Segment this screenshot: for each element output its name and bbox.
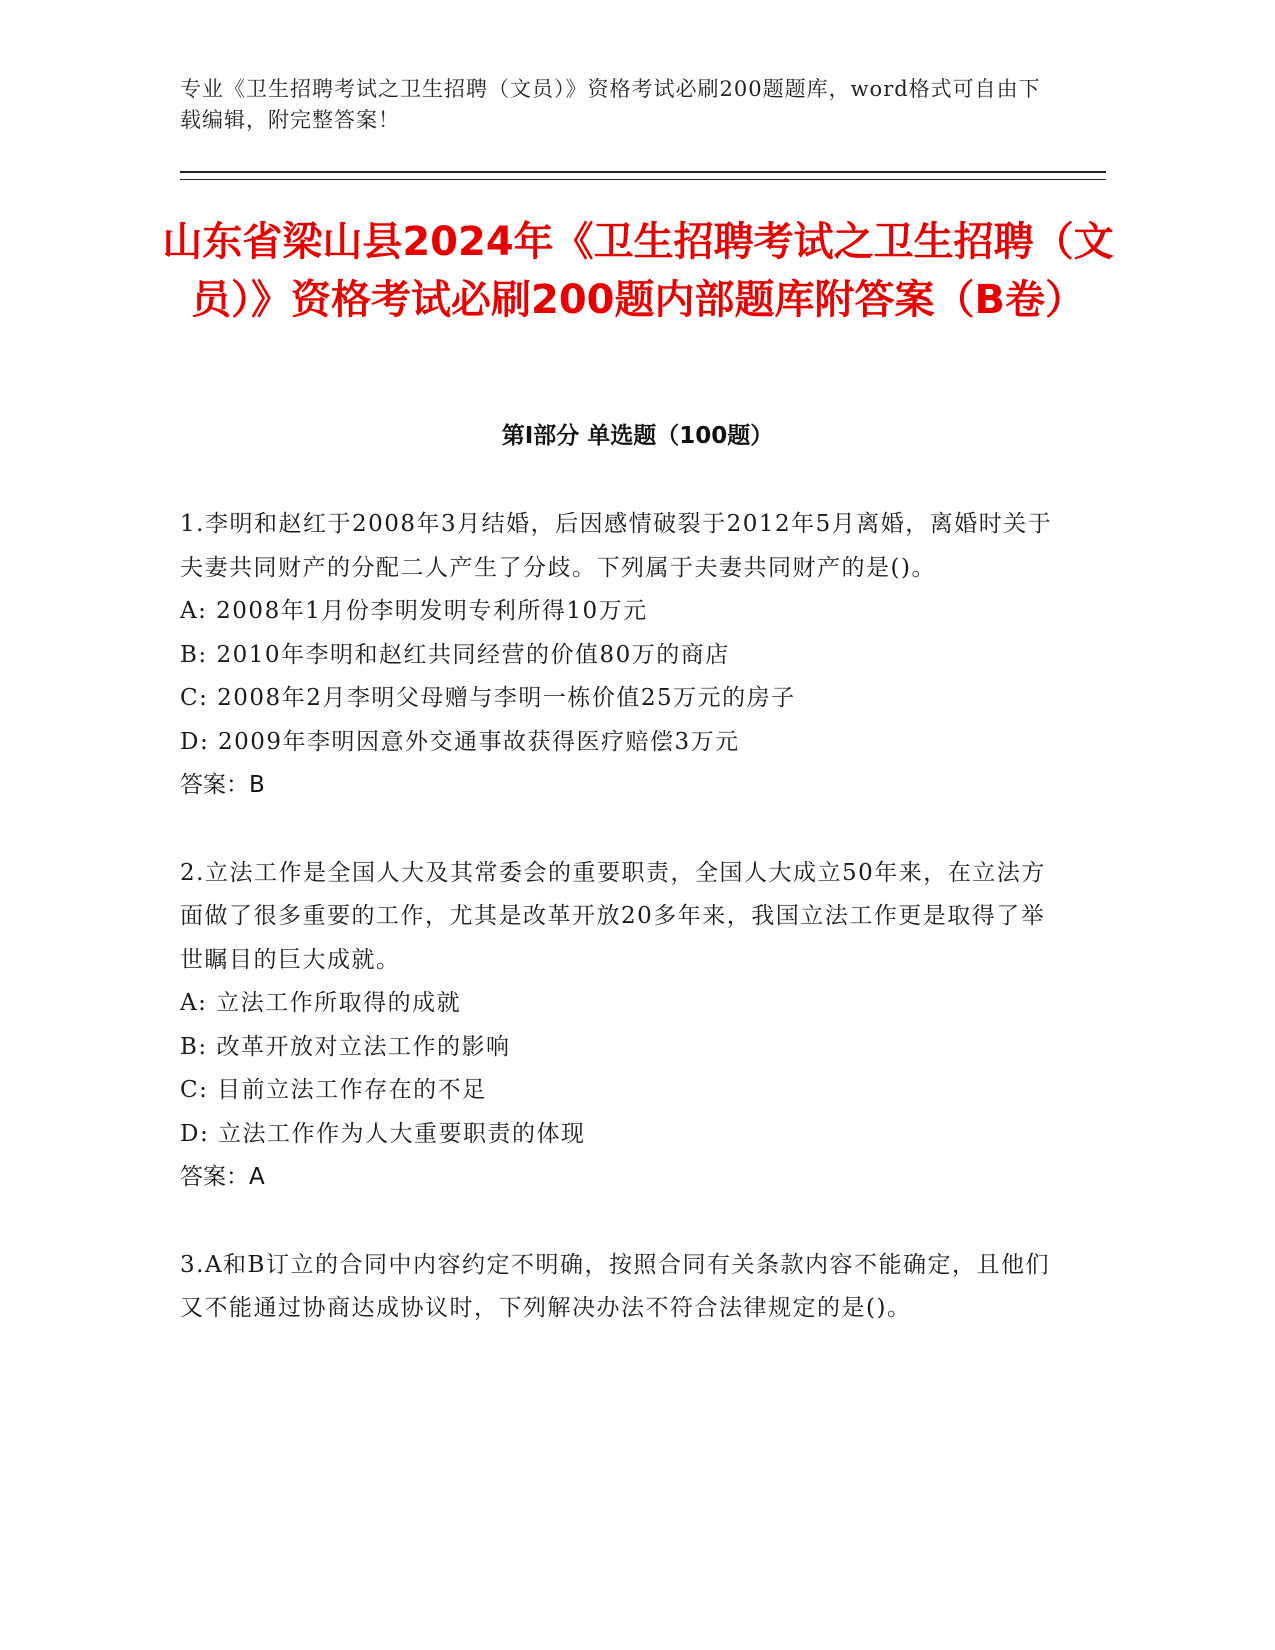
option-c: C: 2008年2月李明父母赠与李明一栋价值25万元的房子 [180, 685, 796, 711]
answer: 答案：B [180, 772, 265, 798]
header-rule-thin [180, 179, 1106, 180]
document-title: 山东省梁山县2024年《卫生招聘考试之卫生招聘（文员）》资格考试必刷200题内部题库附答案（B卷） [162, 219, 1114, 323]
option-a: A: 2008年1月份李明发明专利所得10万元 [180, 598, 648, 624]
answer: 答案：A [180, 1164, 265, 1190]
header-note: 专业《卫生招聘考试之卫生招聘（文员）》资格考试必刷200题题库，word格式可自由下载编辑，附完整答案！ [180, 77, 1041, 132]
section-title: 第I部分 单选题（100题） [501, 423, 774, 449]
question-stem: 2.立法工作是全国人大及其常委会的重要职责，全国人大成立50年来，在立法方面做了很多重要的工作，尤其是改革开放20多年来，我国立法工作更是取得了举世瞩目的巨大成就。 [180, 859, 1046, 973]
option-c: C: 目前立法工作存在的不足 [180, 1077, 487, 1103]
question-2 [180, 852, 1060, 1200]
option-b: B: 2010年李明和赵红共同经营的价值80万的商店 [180, 641, 730, 668]
question-stem: 1.李明和赵红于2008年3月结婚，后因感情破裂于2012年5月离婚，离婚时关于夫妻共同财产的分配二人产生了分歧。下列属于夫妻共同财产的是()。 [180, 511, 1053, 581]
question-list [180, 503, 1060, 1375]
header-rule-thick [180, 171, 1106, 173]
option-d: D: 2009年李明因意外交通事故获得医疗赔偿3万元 [180, 728, 740, 755]
question-1 [180, 503, 1060, 808]
option-a: A: 立法工作所取得的成就 [180, 990, 462, 1016]
option-d: D: 立法工作作为人大重要职责的体现 [180, 1120, 586, 1147]
question-3 [180, 1244, 1060, 1331]
question-stem: 3.A和B订立的合同中内容约定不明确，按照合同有关条款内容不能确定，且他们又不能通过协商达成协议时，下列解决办法不符合法律规定的是()。 [180, 1251, 1050, 1321]
option-b: B: 改革开放对立法工作的影响 [180, 1033, 511, 1060]
